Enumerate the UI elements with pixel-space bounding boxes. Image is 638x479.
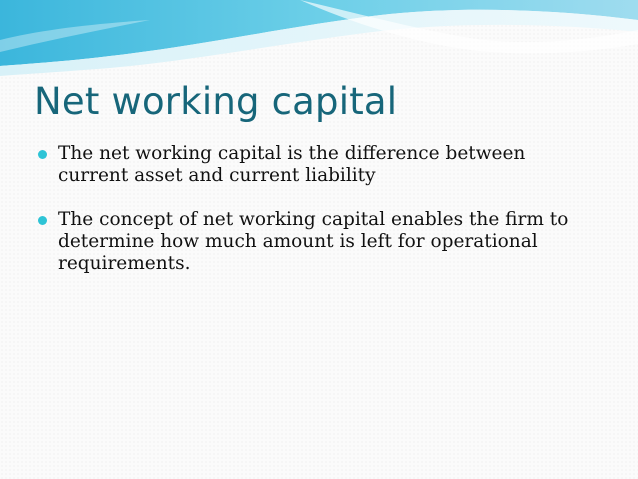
bullet-text: The net working capital is the difference between current asset and current liability <box>58 143 526 186</box>
bullet-item <box>36 209 596 275</box>
bullet-item <box>36 143 596 187</box>
bullet-text: The concept of net working capital enables the firm to determine how much amount is left for operational requirements. <box>58 209 569 274</box>
bullet-dot-icon <box>38 216 47 225</box>
bullet-list <box>36 143 596 297</box>
decorative-wave-header <box>0 0 638 80</box>
bullet-dot-icon <box>38 150 47 159</box>
slide-title: Net working capital <box>34 80 398 123</box>
